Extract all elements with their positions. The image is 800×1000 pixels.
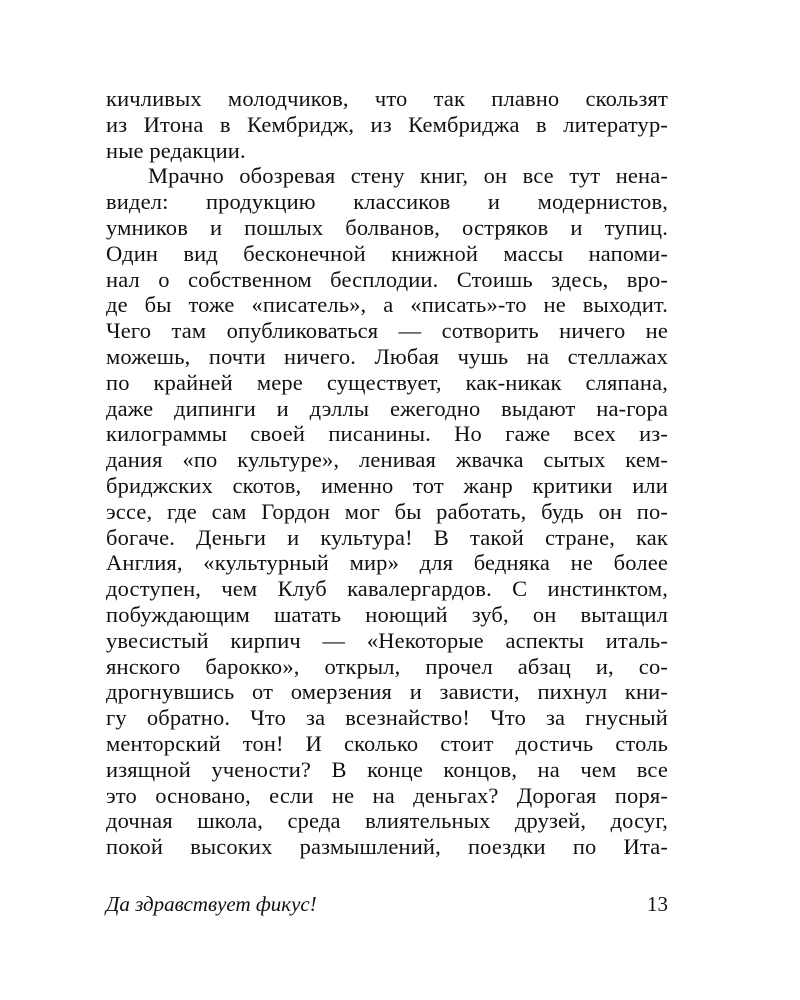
text-line: по крайней мере существует, как-никак сляпана, bbox=[106, 369, 668, 395]
running-title: Да здравствует фикус! bbox=[106, 892, 317, 916]
text-line: де бы тоже «писатель», а «писать»-то не выходит. bbox=[106, 292, 668, 318]
text-line: из Итона в Кембридж, из Кембриджа в литератур- bbox=[106, 111, 668, 137]
text-line: дрогнувшись от омерзения и зависти, пихнул кни- bbox=[106, 679, 668, 705]
paragraph-start-line: Мрачно обозревая стену книг, он все тут нена- bbox=[148, 163, 668, 189]
text-line: янского барокко», открыл, прочел абзац и, со- bbox=[106, 653, 668, 679]
text-line: это основано, если не на деньгах? Дорогая поря- bbox=[106, 782, 668, 808]
text-line: можешь, почти ничего. Любая чушь на стеллажах bbox=[106, 343, 668, 369]
text-line: менторский тон! И сколько стоит достичь столь bbox=[106, 730, 668, 756]
text-line: доступен, чем Клуб кавалергардов. С инстинктом, bbox=[106, 576, 668, 602]
text-line: бриджских скотов, именно тот жанр критики или bbox=[106, 472, 668, 498]
text-line: нал о собственном бесплодии. Стоишь здесь, вро- bbox=[106, 266, 668, 292]
text-line: богаче. Деньги и культура! В такой стране, как bbox=[106, 524, 668, 550]
text-line: Чего там опубликоваться — сотворить ничего не bbox=[106, 318, 668, 344]
text-line: даже дипинги и дэллы ежегодно выдают на-гора bbox=[106, 395, 668, 421]
text-line: умников и пошлых болванов, остряков и тупиц. bbox=[106, 214, 668, 240]
text-line: дания «по культуре», ленивая жвачка сытых кем- bbox=[106, 447, 668, 473]
page-number: 13 bbox=[647, 892, 668, 916]
text-line: кичливых молодчиков, что так плавно скользят bbox=[106, 86, 668, 111]
text-line: гу обратно. Что за всезнайство! Что за гнусный bbox=[106, 705, 668, 731]
text-line: увесистый кирпич — «Некоторые аспекты италь- bbox=[106, 627, 668, 653]
text-line: ные редакции. bbox=[106, 137, 246, 163]
text-line: покой высоких размышлений, поездки по Ита- bbox=[106, 834, 668, 860]
text-line: Англия, «культурный мир» для бедняка не более bbox=[106, 550, 668, 576]
body-text bbox=[106, 86, 668, 860]
text-line: изящной учености? В конце концов, на чем все bbox=[106, 756, 668, 782]
text-line: видел: продукцию классиков и модернистов, bbox=[106, 189, 668, 215]
text-line: Один вид бесконечной книжной массы напоми- bbox=[106, 240, 668, 266]
text-line: эссе, где сам Гордон мог бы работать, будь он по- bbox=[106, 498, 668, 524]
text-line: побуждающим шатать ноющий зуб, он вытащил bbox=[106, 601, 668, 627]
text-line: дочная школа, среда влиятельных друзей, досуг, bbox=[106, 808, 668, 834]
text-line: килограммы своей писанины. Но гаже всех из- bbox=[106, 421, 668, 447]
page-footer bbox=[106, 890, 668, 918]
